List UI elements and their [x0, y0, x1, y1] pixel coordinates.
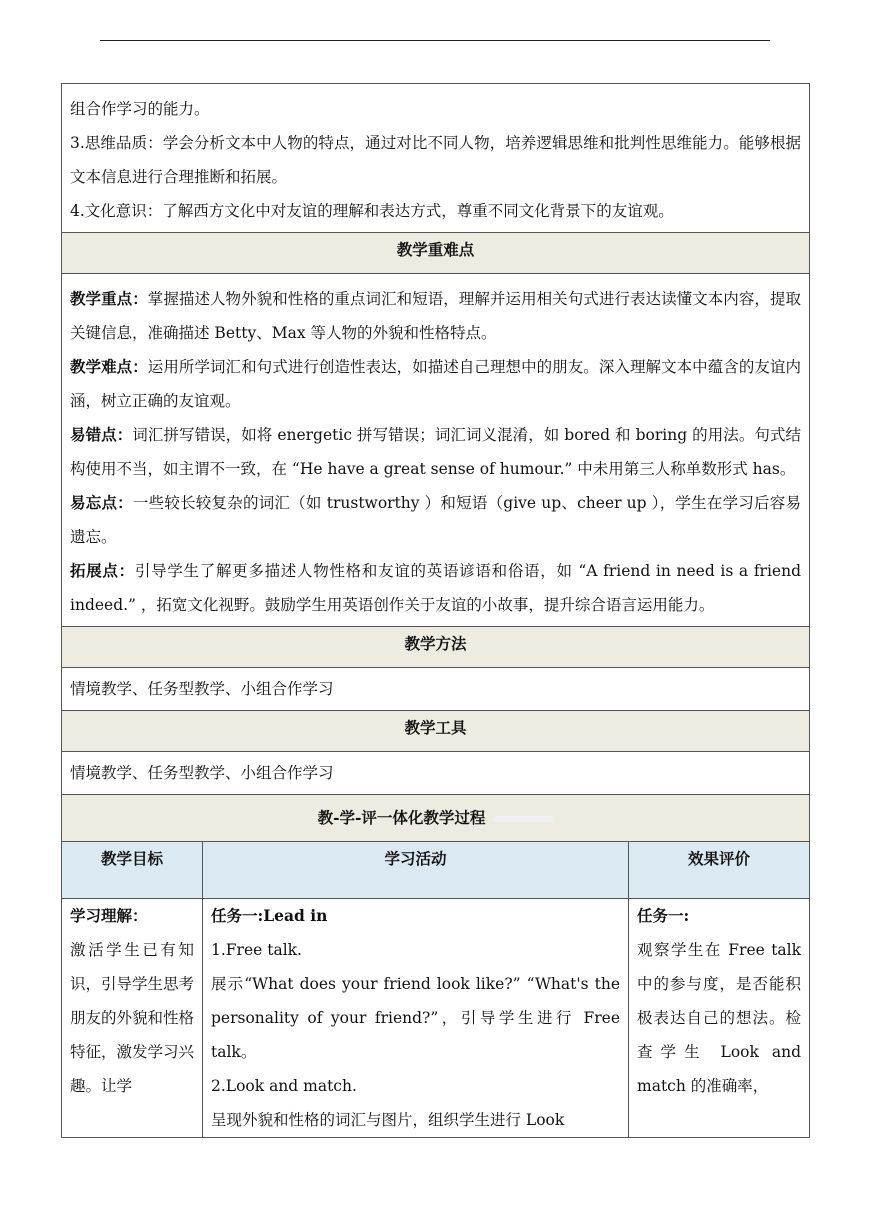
- objective-thinking: 3.思维品质：学会分析文本中人物的特点，通过对比不同人物，培养逻辑思维和批判性思维能力。能够根据文本信息进行合理推断和拓展。: [70, 134, 802, 186]
- error-prone-label: 易错点：: [70, 425, 133, 444]
- extension-label: 拓展点：: [70, 561, 135, 580]
- difficult-point-item: [70, 350, 801, 418]
- activity-cell: [203, 899, 629, 1138]
- forgettable-item: [70, 486, 801, 554]
- goal-cell: [62, 899, 203, 1138]
- tools-row: [62, 752, 810, 795]
- methods-text: 情境教学、任务型教学、小组合作学习: [62, 668, 810, 711]
- key-point-text: 掌握描述人物外貌和性格的重点词汇和短语，理解并运用相关句式进行表达读懂文本内容，提取关键信息，准确描述 Betty、Max 等人物的外貌和性格特点。: [70, 290, 801, 342]
- error-prone-text: 词汇拼写错误，如将 energetic 拼写错误；词汇词义混淆，如 bored 和 boring 的用法。句式结构使用不当，如主谓不一致，在 “He have a great sense of humour.” 中未用第三人称单数形式 has。: [70, 426, 802, 478]
- column-header-goal: 教学目标: [62, 842, 203, 899]
- process-row: [62, 899, 810, 1138]
- key-points-row: [62, 274, 810, 627]
- evaluation-title: 任务一:: [637, 906, 690, 925]
- key-point-item: [70, 282, 801, 350]
- key-point-label: 教学重点：: [70, 289, 148, 308]
- evaluation-cell: [629, 899, 810, 1138]
- evaluation-text: 观察学生在 Free talk 中的参与度，是否能积极表达自己的想法。检查学生 Look and match 的准确率，: [637, 941, 802, 1095]
- difficult-point-text: 运用所学词汇和句式进行创造性表达，如描述自己理想中的朋友。深入理解文本中蕴含的友谊内涵，树立正确的友谊观。: [70, 358, 801, 410]
- section-tools-header: [62, 711, 810, 752]
- section-process-header: [62, 795, 810, 842]
- methods-row: [62, 668, 810, 711]
- column-header-evaluation: 效果评价: [629, 842, 810, 899]
- activity-line: 2.Look and match.: [211, 1077, 357, 1095]
- extension-item: [70, 554, 801, 622]
- goal-label: 学习理解：: [70, 906, 148, 925]
- activity-line: 呈现外貌和性格的词汇与图片，组织学生进行 Look: [211, 1111, 565, 1129]
- section-methods-header: [62, 627, 810, 668]
- task-title: 任务一:Lead in: [211, 906, 328, 925]
- section-title: 教-学-评一体化教学过程: [317, 808, 486, 827]
- lesson-plan-table: [61, 83, 810, 1138]
- objective-tail-line: 组合作学习的能力。: [70, 100, 210, 118]
- activity-line: 1.Free talk.: [211, 941, 302, 959]
- goal-text: 激活学生已有知识，引导学生思考朋友的外貌和性格特征，激发学习兴趣。让学: [70, 941, 195, 1095]
- difficult-point-label: 教学难点：: [70, 357, 148, 376]
- objectives-row: [62, 84, 810, 233]
- section-title: 教学方法: [62, 627, 810, 668]
- extension-text: 引导学生了解更多描述人物性格和友谊的英语谚语和俗语，如 “A friend in need is a friend indeed.” ，拓宽文化视野。鼓励学生用英语创作关于友谊的小故事，提升综合语言运用能力。: [70, 562, 802, 614]
- section-title: 教学重难点: [62, 233, 810, 274]
- column-header-activity: 学习活动: [203, 842, 629, 899]
- activity-line: 展示“What does your friend look like?” “What's the personality of your friend?”，引导学生进行 Free talk。: [211, 975, 620, 1061]
- tools-text: 情境教学、任务型教学、小组合作学习: [62, 752, 810, 795]
- header-rule: [100, 40, 770, 41]
- watermark-mark: [493, 816, 553, 822]
- error-prone-item: [70, 418, 801, 486]
- process-column-headers: [62, 842, 810, 899]
- forgettable-text: 一些较长较复杂的词汇（如 trustworthy ）和短语（give up、cheer up ），学生在学习后容易遗忘。: [70, 494, 801, 546]
- section-key-points-header: [62, 233, 810, 274]
- section-title: 教学工具: [62, 711, 810, 752]
- forgettable-label: 易忘点：: [70, 493, 133, 512]
- objective-culture: 4.文化意识：了解西方文化中对友谊的理解和表达方式，尊重不同文化背景下的友谊观。: [70, 202, 674, 220]
